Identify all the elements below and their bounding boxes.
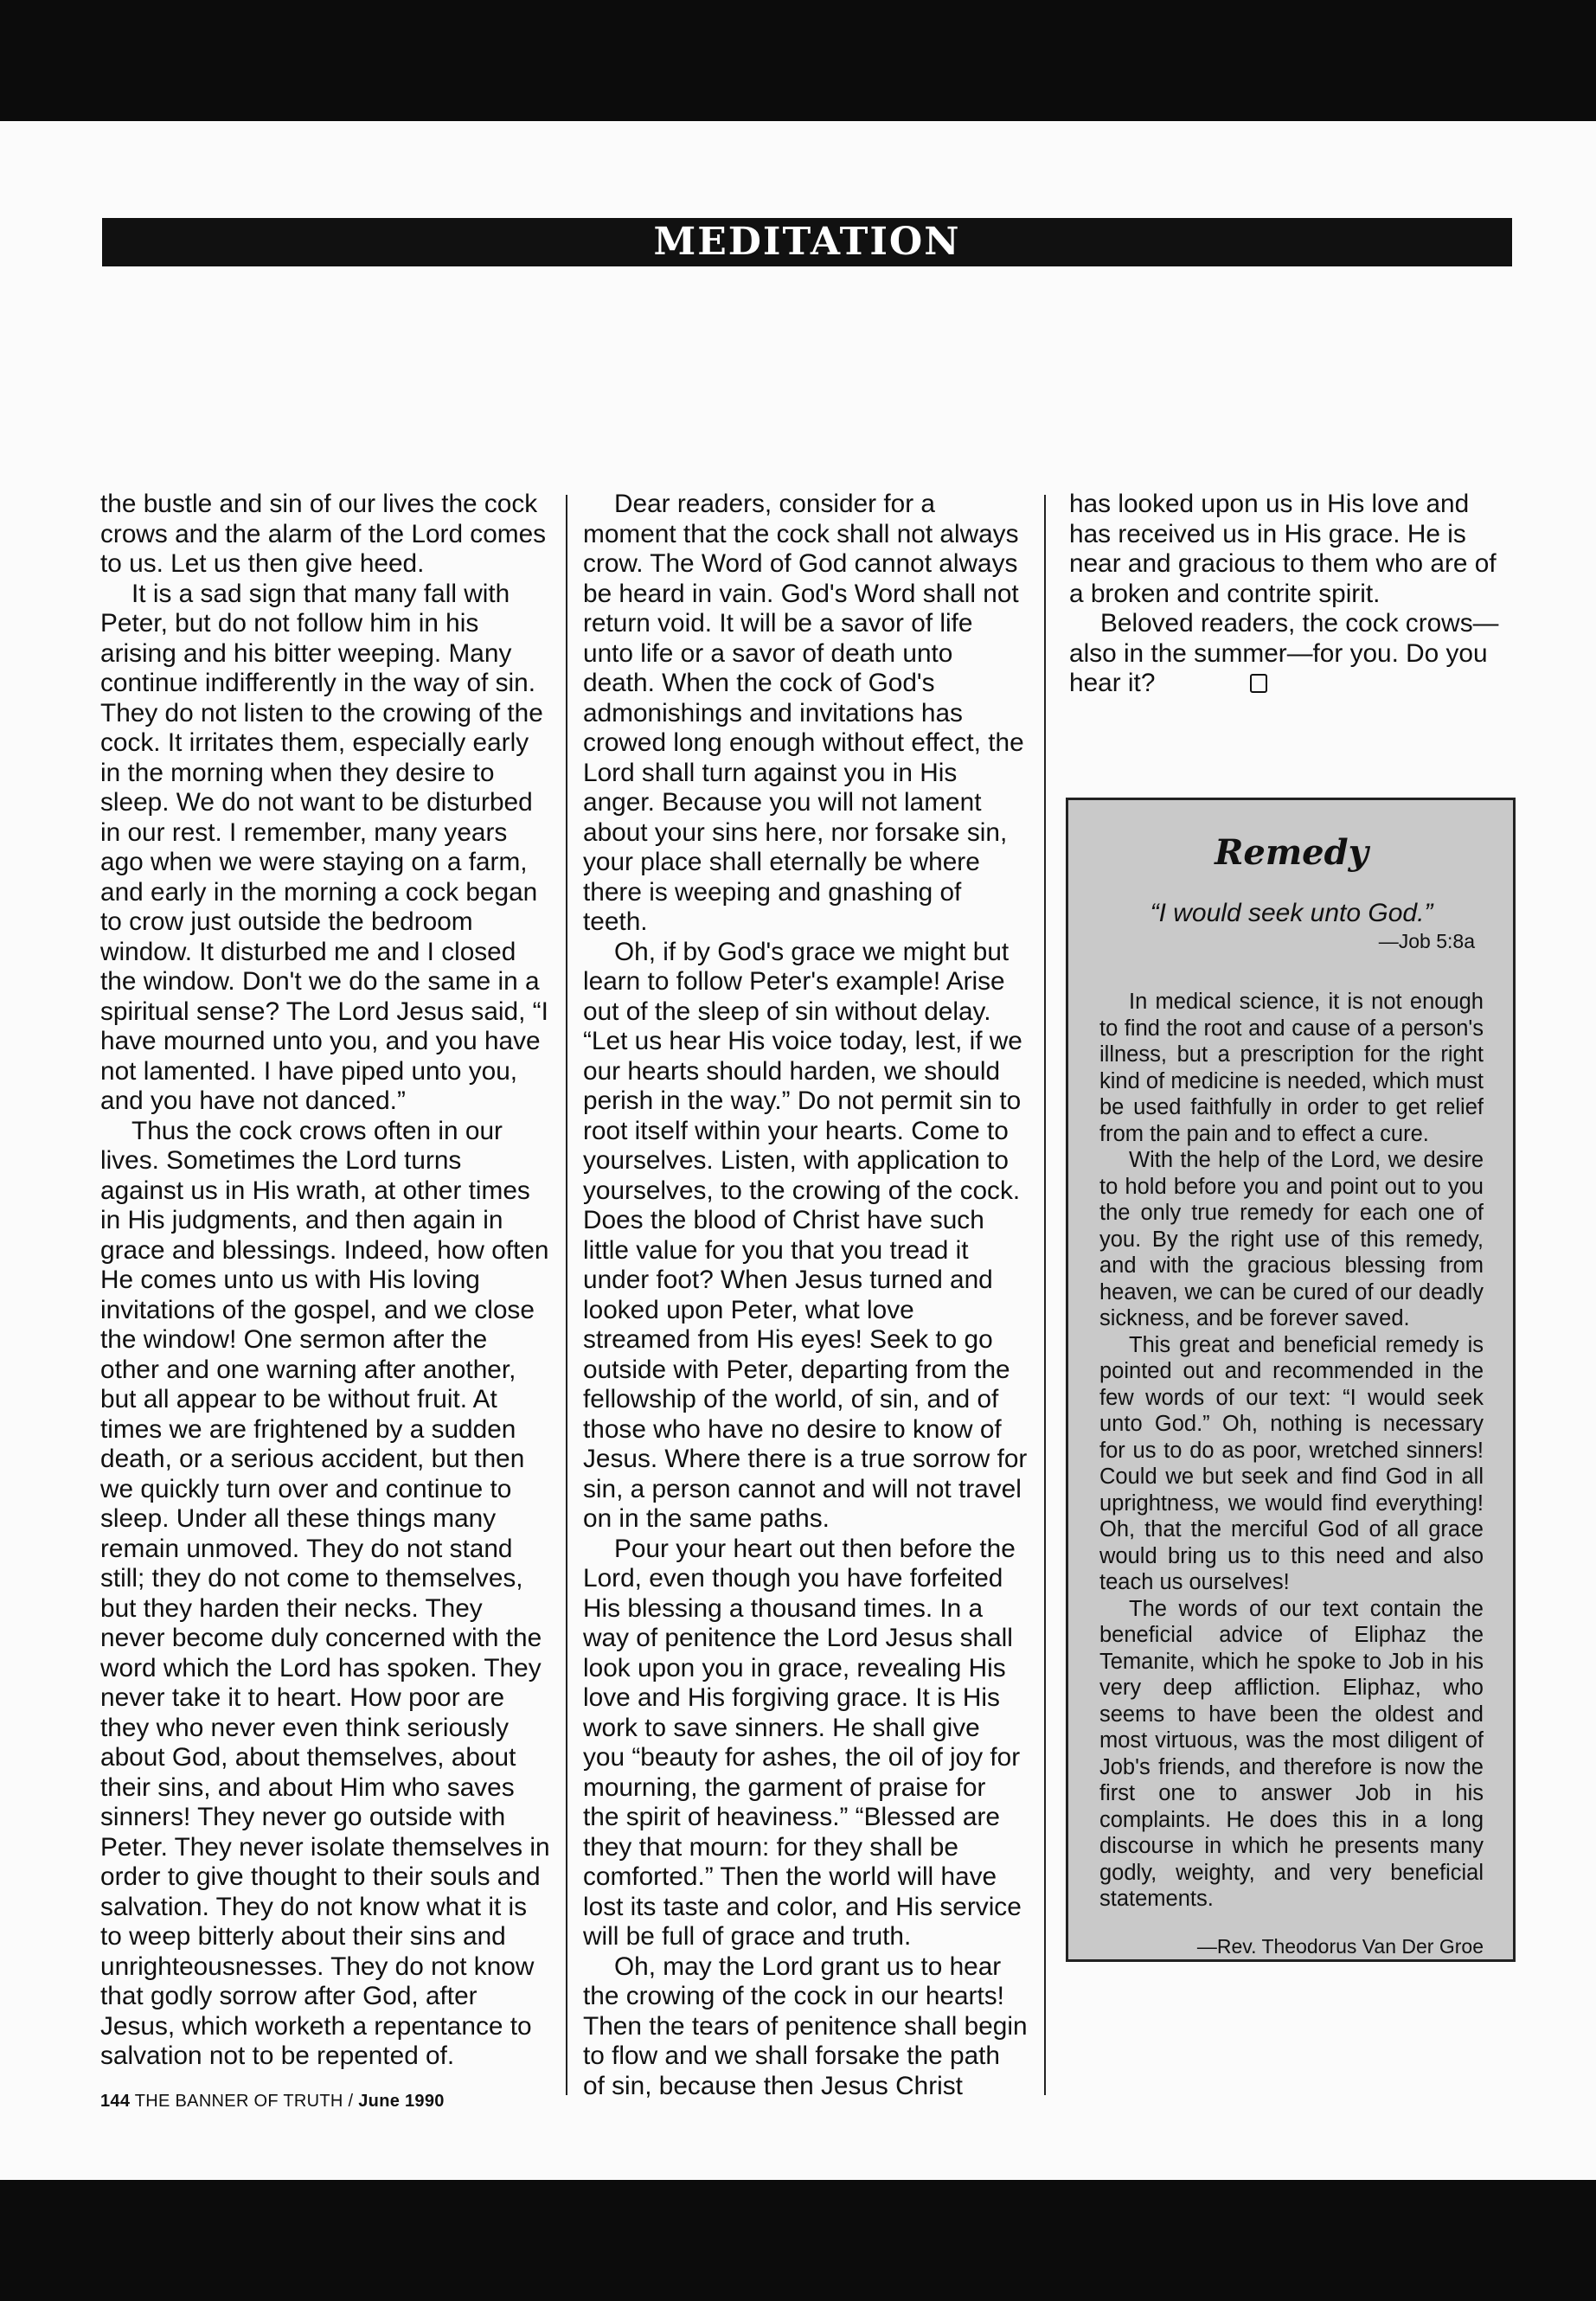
- section-title: MEDITATION: [653, 220, 961, 264]
- article-column-3: [1069, 490, 1510, 699]
- sidebar-paragraph: This great and beneficial remedy is pointed out and recommended in the few words of our text: “I would seek unto God.” Oh, nothing is necessary for us to do as poor, wretched sinners! Could we but seek and find God in all uprightness, we would find everything! Oh, that the merciful God of all grace would bring us to this need and also teach us ourselves!: [1099, 1332, 1484, 1594]
- publication-name: THE BANNER OF TRUTH /: [134, 2092, 354, 2111]
- article-column-1: [100, 490, 550, 2072]
- paragraph-text: Beloved readers, the cock crows—also in the summer—for you. Do you hear it?: [1069, 609, 1499, 697]
- end-of-article-icon: [1250, 674, 1267, 693]
- sidebar-paragraph: With the help of the Lord, we desire to hold before you and point out to you the only true remedy for each one of you. By the right use of this remedy, and with the gracious blessing from heaven, we can be cured of our deadly sickness, and be forever saved.: [1099, 1148, 1484, 1330]
- paragraph: Pour your heart out then before the Lord, even though you have forfeited His blessing a thousand times. In a way of penitence the Lord Jesus shall look upon you in grace, revealing His love and His forgiving grace. It is His work to save sinners. He shall give you “beauty for ashes, the oil of joy for mourning, the garment of praise for the spirit of heaviness.” “Blessed are they that mourn: for they shall be comforted.” Then the world will have lost its taste and color, and His service will be full of grace and truth.: [583, 1534, 1022, 1951]
- paragraph: Oh, if by God's grace we might but learn to follow Peter's example! Arise out of the sleep of sin without delay. “Let us hear His voice today, lest, if we our hearts should harden, we should perish in the way.” Do not permit sin to root itself within your hearts. Come to yourselves. Listen, with application to yourselves, to the crowing of the cock. Does the blood of Christ have such little value for you that you tread it under foot? When Jesus turned and looked upon Peter, what love streamed from His eyes! Seek to go outside with Peter, departing from the fellowship of the world, of sin, and of those who have no desire to know of Jesus. Where there is a true sorrow for sin, a person cannot and will not travel on in the same paths.: [583, 937, 1028, 1533]
- page-number: 144: [100, 2092, 131, 2111]
- sidebar-verse: “I would seek unto God.”: [1150, 899, 1433, 927]
- scan-top-border: [0, 0, 1596, 121]
- paragraph-last: [1069, 609, 1510, 699]
- issue-date: June 1990: [358, 2092, 445, 2111]
- paragraph: has looked upon us in His love and has received us in His grace. He is near and gracious to them who are of a broken and contrite spirit.: [1069, 490, 1497, 608]
- paragraph: Oh, may the Lord grant us to hear the crowing of the cock in our hearts! Then the tears of penitence shall begin to flow and we shall forsake the path of sin, because then Jesus Christ: [583, 1952, 1028, 2100]
- scan-bottom-border: [0, 2180, 1596, 2301]
- paragraph: the bustle and sin of our lives the cock crows and the alarm of the Lord comes to us. Let us then give heed.: [100, 490, 547, 578]
- article-column-2: [583, 490, 1029, 2101]
- remedy-sidebar: [1066, 798, 1516, 1962]
- paragraph: It is a sad sign that many fall with Peter, but do not follow him in his arising and his bitter weeping. Many continue indifferently in the way of sin. They do not listen to the crowing of the cock. It irritates them, especially early in the morning when they desire to sleep. We do not want to be disturbed in our rest. I remember, many years ago when we were staying on a farm, and early in the morning a cock began to crow just outside the bedroom window. It disturbed me and I closed the window. Don't we do the same in a spiritual sense? The Lord Jesus said, “I have mourned unto you, and you have not lamented. I have piped unto you, and you have not danced.”: [100, 579, 548, 1115]
- column-divider: [1044, 495, 1046, 2095]
- sidebar-verse-reference: —Job 5:8a: [1378, 930, 1475, 952]
- sidebar-author: —Rev. Theodorus Van Der Groe: [1196, 1934, 1484, 1958]
- paragraph: Dear readers, consider for a moment that the cock shall not always crow. The Word of God cannot always be heard in vain. God's Word shall not return void. It will be a savor of life unto life or a savor of death unto death. When the cock of God's admonishings and invitations has crowed long enough without effect, the Lord shall turn against you in His anger. Because you will not lament about your sins here, nor forsake sin, your place shall eternally be where there is weeping and gnashing of teeth.: [583, 490, 1024, 936]
- page-footer: [100, 2092, 445, 2112]
- section-banner: [102, 218, 1512, 266]
- sidebar-title: Remedy: [1215, 832, 1368, 873]
- sidebar-paragraph: In medical science, it is not enough to find the root and cause of a person's illness, but a prescription for the right kind of medicine is needed, which must be used faithfully in order to get relief from the pain and to effect a cure.: [1099, 990, 1484, 1146]
- sidebar-paragraph: The words of our text contain the beneficial advice of Eliphaz the Temanite, which he spoke to Job in his very deep affliction. Eliphaz, who seems to have been the oldest and most virtuous, was the most diligent of Job's friends, and therefore is now the first one to answer Job in his complaints. He does this in a long discourse in which he presents many godly, weighty, and very beneficial statements.: [1099, 1596, 1484, 1911]
- paragraph: Thus the cock crows often in our lives. Sometimes the Lord turns against us in His wrath, at other times in His judgments, and then again in grace and blessings. Indeed, how often He comes unto us with His loving invitations of the gospel, and we close the window! One sermon after the other and one warning after another, but all appear to be without fruit. At times we are frightened by a sudden death, or a serious accident, but then we quickly turn over and continue to sleep. Under all these things many remain unmoved. They do not stand still; they do not come to themselves, but they harden their necks. They never become duly concerned with the word which the Lord has spoken. They never take it to heart. How poor are they who never even think seriously about God, about themselves, about their sins, and about Him who saves sinners! They never go outside with Peter. They never isolate themselves in order to give thought to their souls and salvation. They do not know what it is to weep bitterly about their sins and unrighteousnesses. They do not know that godly sorrow after God, after Jesus, which worketh a repentance to salvation not to be repented of.: [100, 1116, 550, 2070]
- column-divider: [566, 495, 567, 2095]
